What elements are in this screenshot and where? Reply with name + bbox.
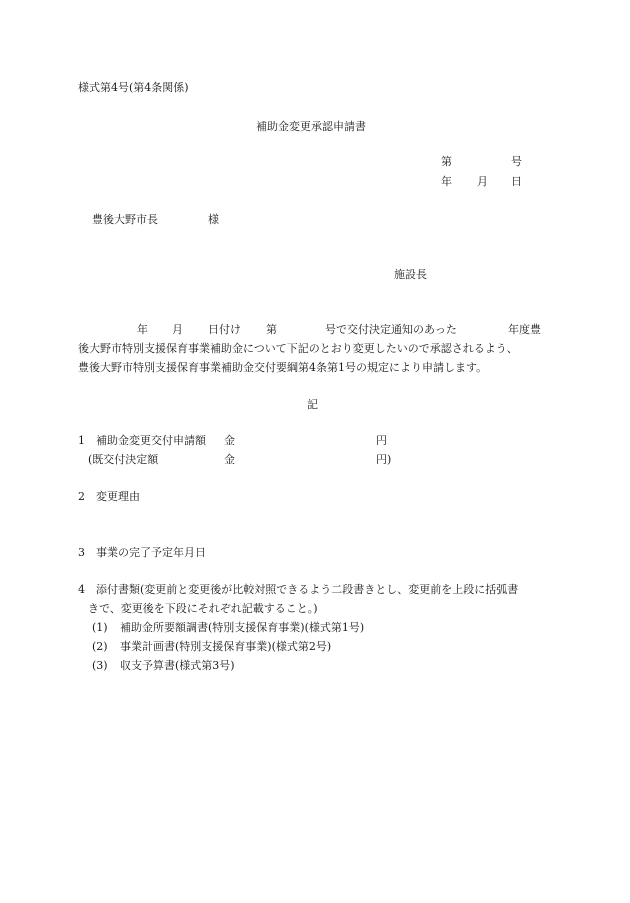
doc-number-prefix: 第 [441,155,452,168]
item1b-kin: 金 [224,453,235,466]
item1-yen: 円 [376,434,387,447]
doc-number-suffix: 号 [511,155,522,168]
date-year: 年 [441,175,452,188]
attachment-1-text: 補助金所要額調書(特別支援保育事業)(様式第1号) [120,621,365,634]
attachment-1-number: (1) [92,621,108,634]
addressee-name: 豊後大野市長 [92,213,158,226]
attachment-3-number: (3) [92,659,108,672]
item2-label: 変更理由 [96,490,140,503]
attachment-3-text: 収支予算書(様式第3号) [120,659,235,672]
body-dated: 日付け [208,323,241,336]
body-line1-rest: 号で交付決定通知のあった [325,323,457,336]
item1b-label: (既交付決定額 [88,453,159,466]
body-line3: 豊後大野市特別支援保育事業補助金交付要綱第4条第1号の規定により申請します。 [78,361,488,374]
date-day: 日 [511,175,522,188]
applicant-title: 施設長 [394,268,427,281]
attachment-2-number: (2) [92,640,108,653]
item2-number: 2 [78,490,85,503]
document-title: 補助金変更承認申請書 [256,120,366,133]
item4-continuation: きで、変更後を下段にそれぞれ記載すること。) [88,602,318,615]
item1-kin: 金 [224,434,235,447]
body-no-prefix: 第 [266,323,277,336]
body-year: 年 [137,323,148,336]
item3-label: 事業の完了予定年月日 [96,546,206,559]
body-month: 月 [172,323,183,336]
item1b-yen: 円) [376,453,392,466]
item1-label: 補助金変更交付申請額 [96,434,206,447]
item1-number: 1 [78,434,85,447]
body-line2: 後大野市特別支援保育事業補助金について下記のとおり変更したいので承認されるよう、 [78,342,518,355]
item4-label: 添付書類(変更前と変更後が比較対照できるよう二段書きとし、変更前を上段に括弧書 [96,583,519,596]
body-line1-end: 年度豊 [508,323,541,336]
item3-number: 3 [78,546,85,559]
date-month: 月 [477,175,488,188]
ki-heading: 記 [307,398,318,411]
item4-number: 4 [78,583,85,596]
form-label: 様式第4号(第4条関係) [78,81,189,94]
addressee-honorific: 様 [208,213,219,226]
attachment-2-text: 事業計画書(特別支援保育事業)(様式第2号) [120,640,332,653]
